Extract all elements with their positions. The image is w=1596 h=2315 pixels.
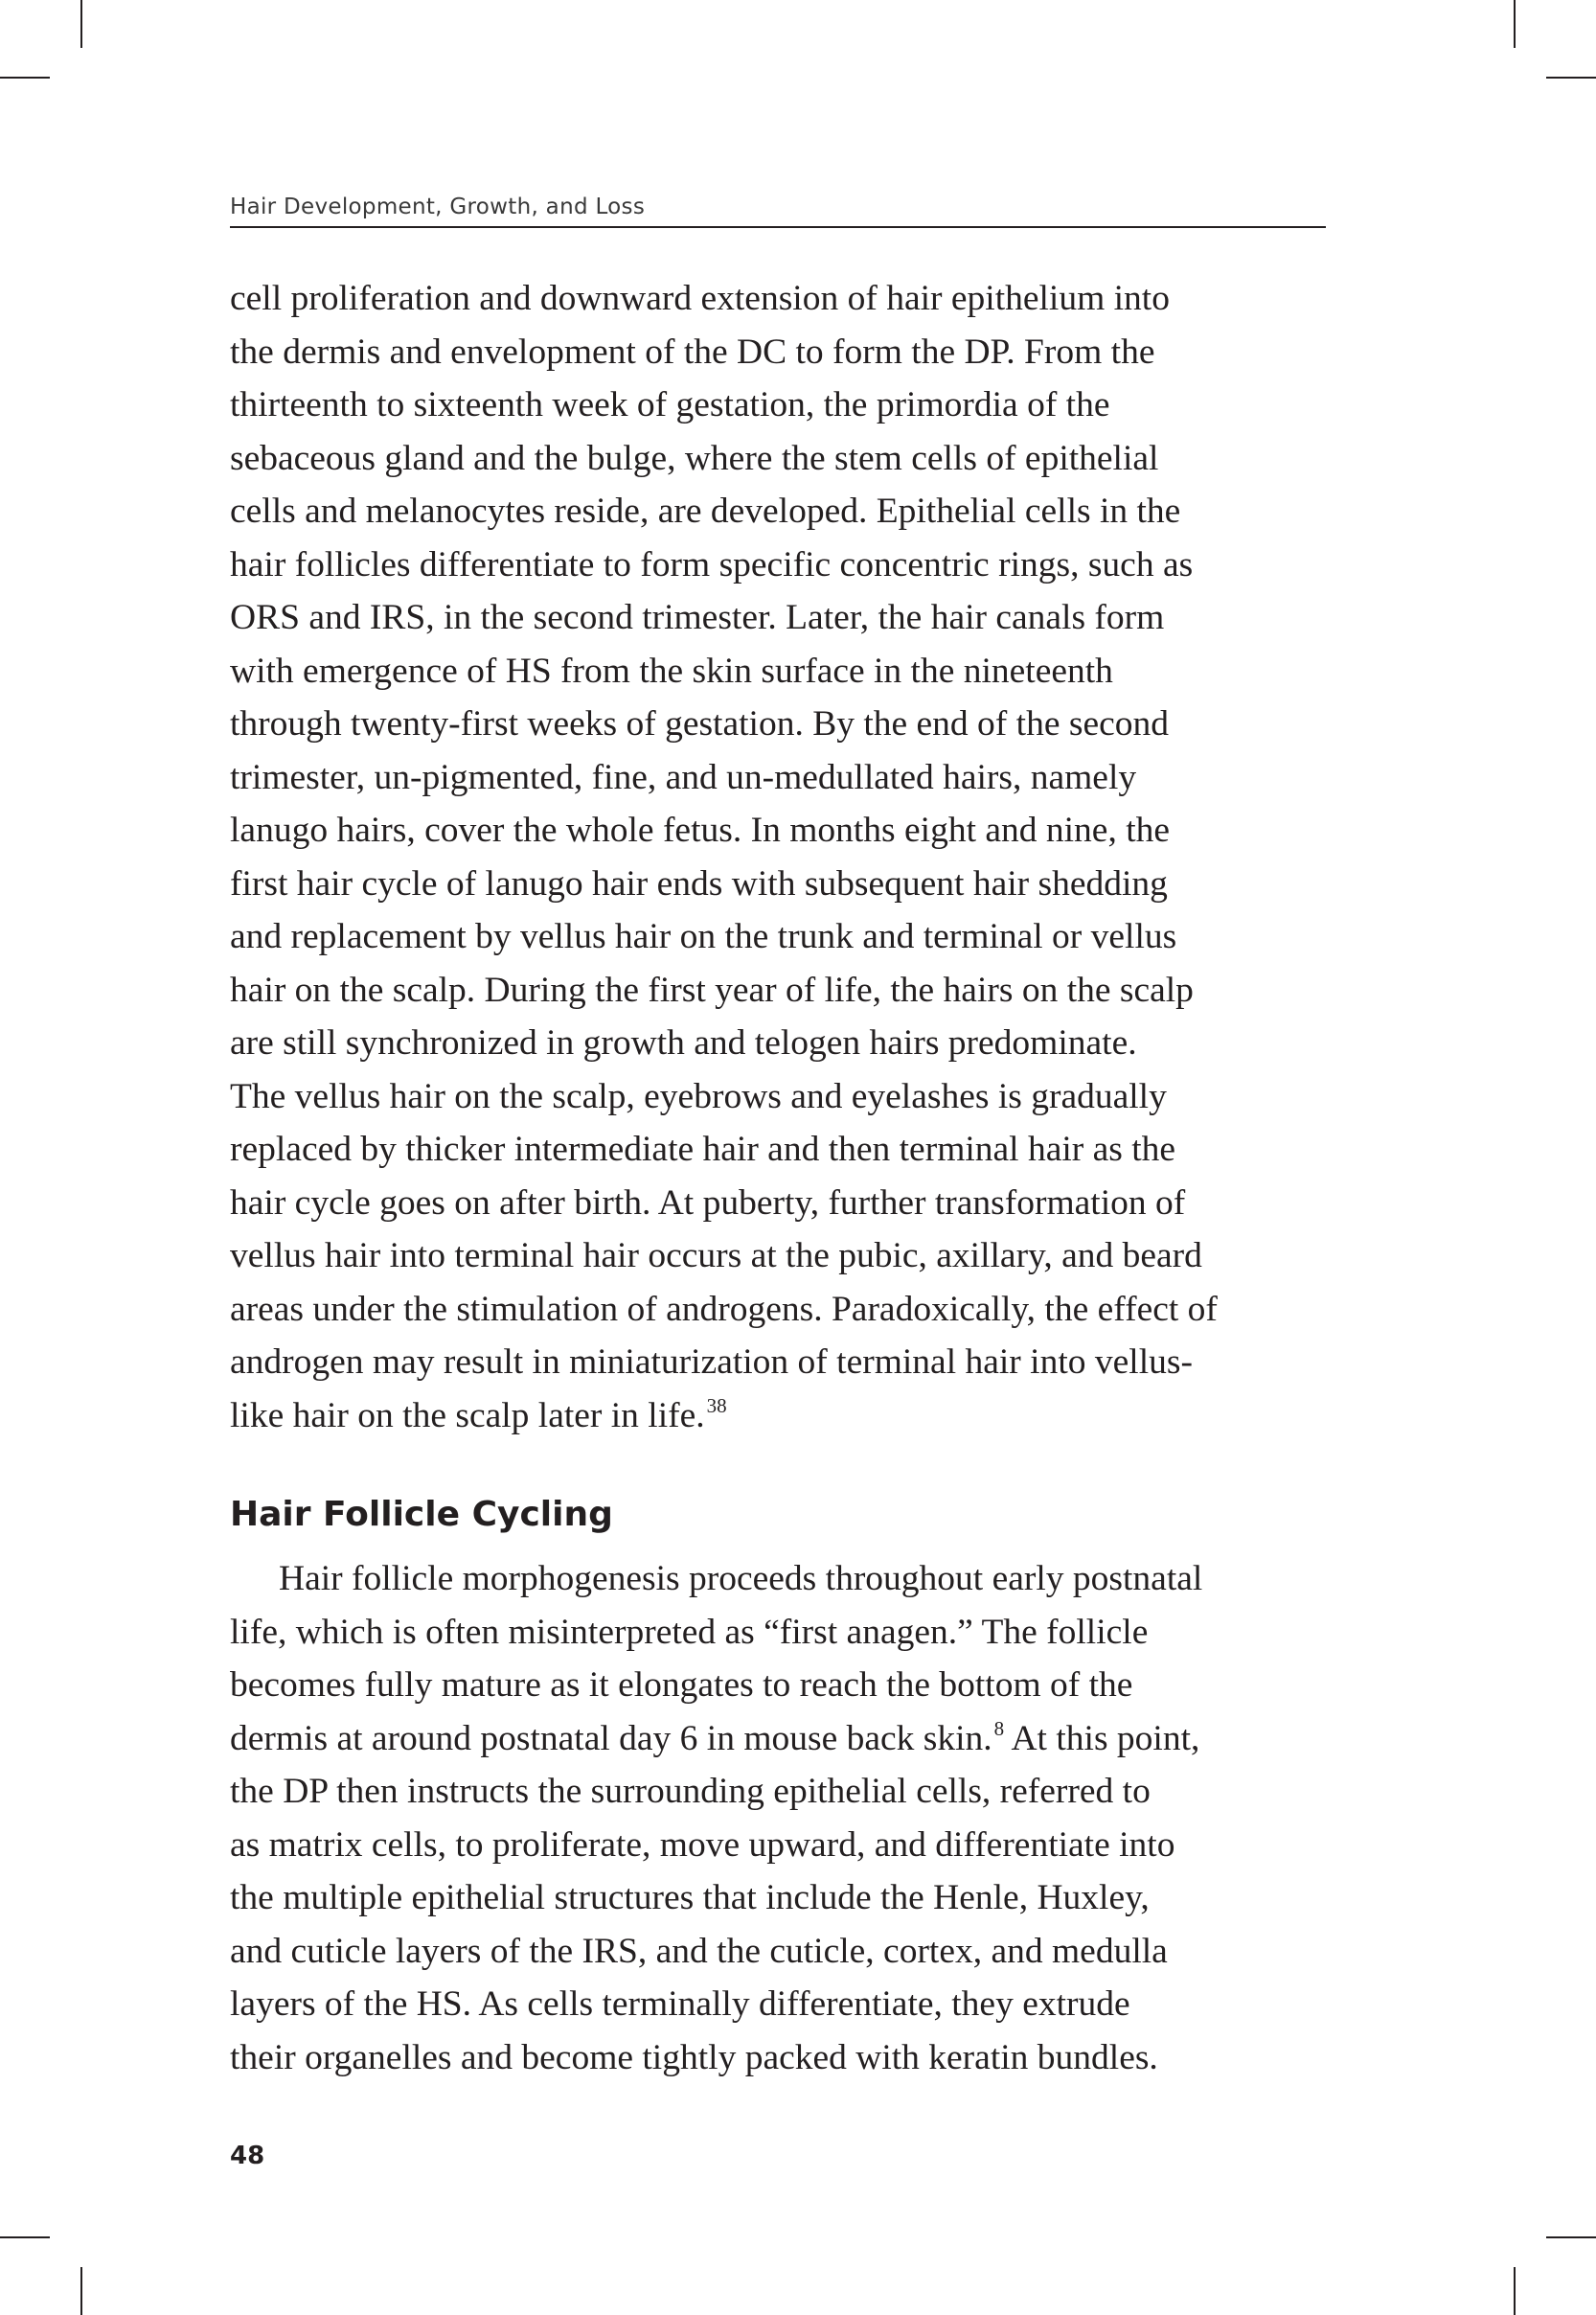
paragraph-line-text: dermis at around postnatal day 6 in mouse back skin. [230,1718,992,1758]
paragraph-line: lanugo hairs, cover the whole fetus. In months eight and nine, the [230,811,1171,850]
paragraph-line: hair cycle goes on after birth. At puberty, further transformation of [230,1182,1186,1223]
section-heading: Hair Follicle Cycling [230,1495,613,1534]
paragraph-line: ORS and IRS, in the second trimester. Later, the hair canals form [230,598,1165,637]
paragraph-line: androgen may result in miniaturization of terminal hair into vellus- [230,1342,1193,1382]
paragraph-line: thirteenth to sixteenth week of gestation, the primordia of the [230,385,1110,424]
paragraph-line: are still synchronized in growth and telogen hairs predominate. [230,1023,1137,1063]
paragraph-line: sebaceous gland and the bulge, where the stem cells of epithelial [230,438,1159,478]
body-paragraph-2 [230,1552,1326,2084]
reference-superscript: 8 [993,1716,1005,1740]
paragraph-line: their organelles and become tightly packed with keratin bundles. [230,2037,1158,2077]
reference-superscript: 38 [706,1393,727,1417]
crop-mark-bottom-left-vertical [80,2267,82,2315]
paragraph-line: areas under the stimulation of androgens. Paradoxically, the effect of [230,1289,1218,1329]
paragraph-line: hair follicles differentiate to form specific concentric rings, such as [230,544,1194,584]
paragraph-line: with emergence of HS from the skin surface in the nineteenth [230,651,1113,691]
paragraph-line: replaced by thicker intermediate hair and then terminal hair as the [230,1130,1176,1169]
paragraph-line-last [230,1389,1326,1443]
paragraph-line: as matrix cells, to proliferate, move upward, and differentiate into [230,1824,1175,1865]
paragraph-line: vellus hair into terminal hair occurs at the pubic, axillary, and beard [230,1236,1202,1275]
paragraph-line: the DP then instructs the surrounding epithelial cells, referred to [230,1772,1151,1811]
paragraph-line-with-ref [230,1712,1326,1766]
crop-mark-bottom-left-horizontal [0,2236,50,2238]
crop-mark-top-right-horizontal [1546,77,1596,79]
paragraph-line: the multiple epithelial structures that include the Henle, Huxley, [230,1878,1150,1917]
paragraph-line: layers of the HS. As cells terminally differentiate, they extrude [230,1984,1130,2024]
running-head: Hair Development, Growth, and Loss [230,195,646,219]
paragraph-line: and replacement by vellus hair on the trunk and terminal or vellus [230,917,1177,956]
paragraph-line: cells and melanocytes reside, are developed. Epithelial cells in the [230,492,1181,531]
paragraph-line: the dermis and envelopment of the DC to form the DP. From the [230,332,1155,372]
paragraph-line: cell proliferation and downward extension of hair epithelium into [230,279,1170,318]
crop-mark-top-right-vertical [1514,0,1516,48]
crop-mark-top-left-horizontal [0,77,50,79]
paragraph-line: The vellus hair on the scalp, eyebrows and eyelashes is gradually [230,1076,1167,1116]
paragraph-line: through twenty-first weeks of gestation. By the end of the second [230,704,1169,744]
paragraph-line: and cuticle layers of the IRS, and the cuticle, cortex, and medulla [230,1931,1168,1971]
running-head-rule [230,226,1326,228]
page-number: 48 [230,2142,265,2170]
paragraph-line-first: Hair follicle morphogenesis proceeds throughout early postnatal [279,1559,1203,1598]
paragraph-line: becomes fully mature as it elongates to reach the bottom of the [230,1665,1133,1705]
crop-mark-bottom-right-vertical [1514,2267,1516,2315]
crop-mark-top-left-vertical [80,0,82,48]
paragraph-line-tail: At this point, [1004,1718,1200,1758]
paragraph-line: life, which is often misinterpreted as “first anagen.” The follicle [230,1612,1149,1652]
paragraph-line: hair on the scalp. During the first year of life, the hairs on the scalp [230,970,1194,1010]
paragraph-line-text: like hair on the scalp later in life. [230,1395,705,1435]
paragraph-line: first hair cycle of lanugo hair ends with subsequent hair shedding [230,863,1168,904]
crop-mark-bottom-right-horizontal [1546,2236,1596,2238]
paragraph-line: trimester, un-pigmented, fine, and un-medullated hairs, namely [230,757,1137,797]
body-paragraph-1 [230,272,1326,1442]
